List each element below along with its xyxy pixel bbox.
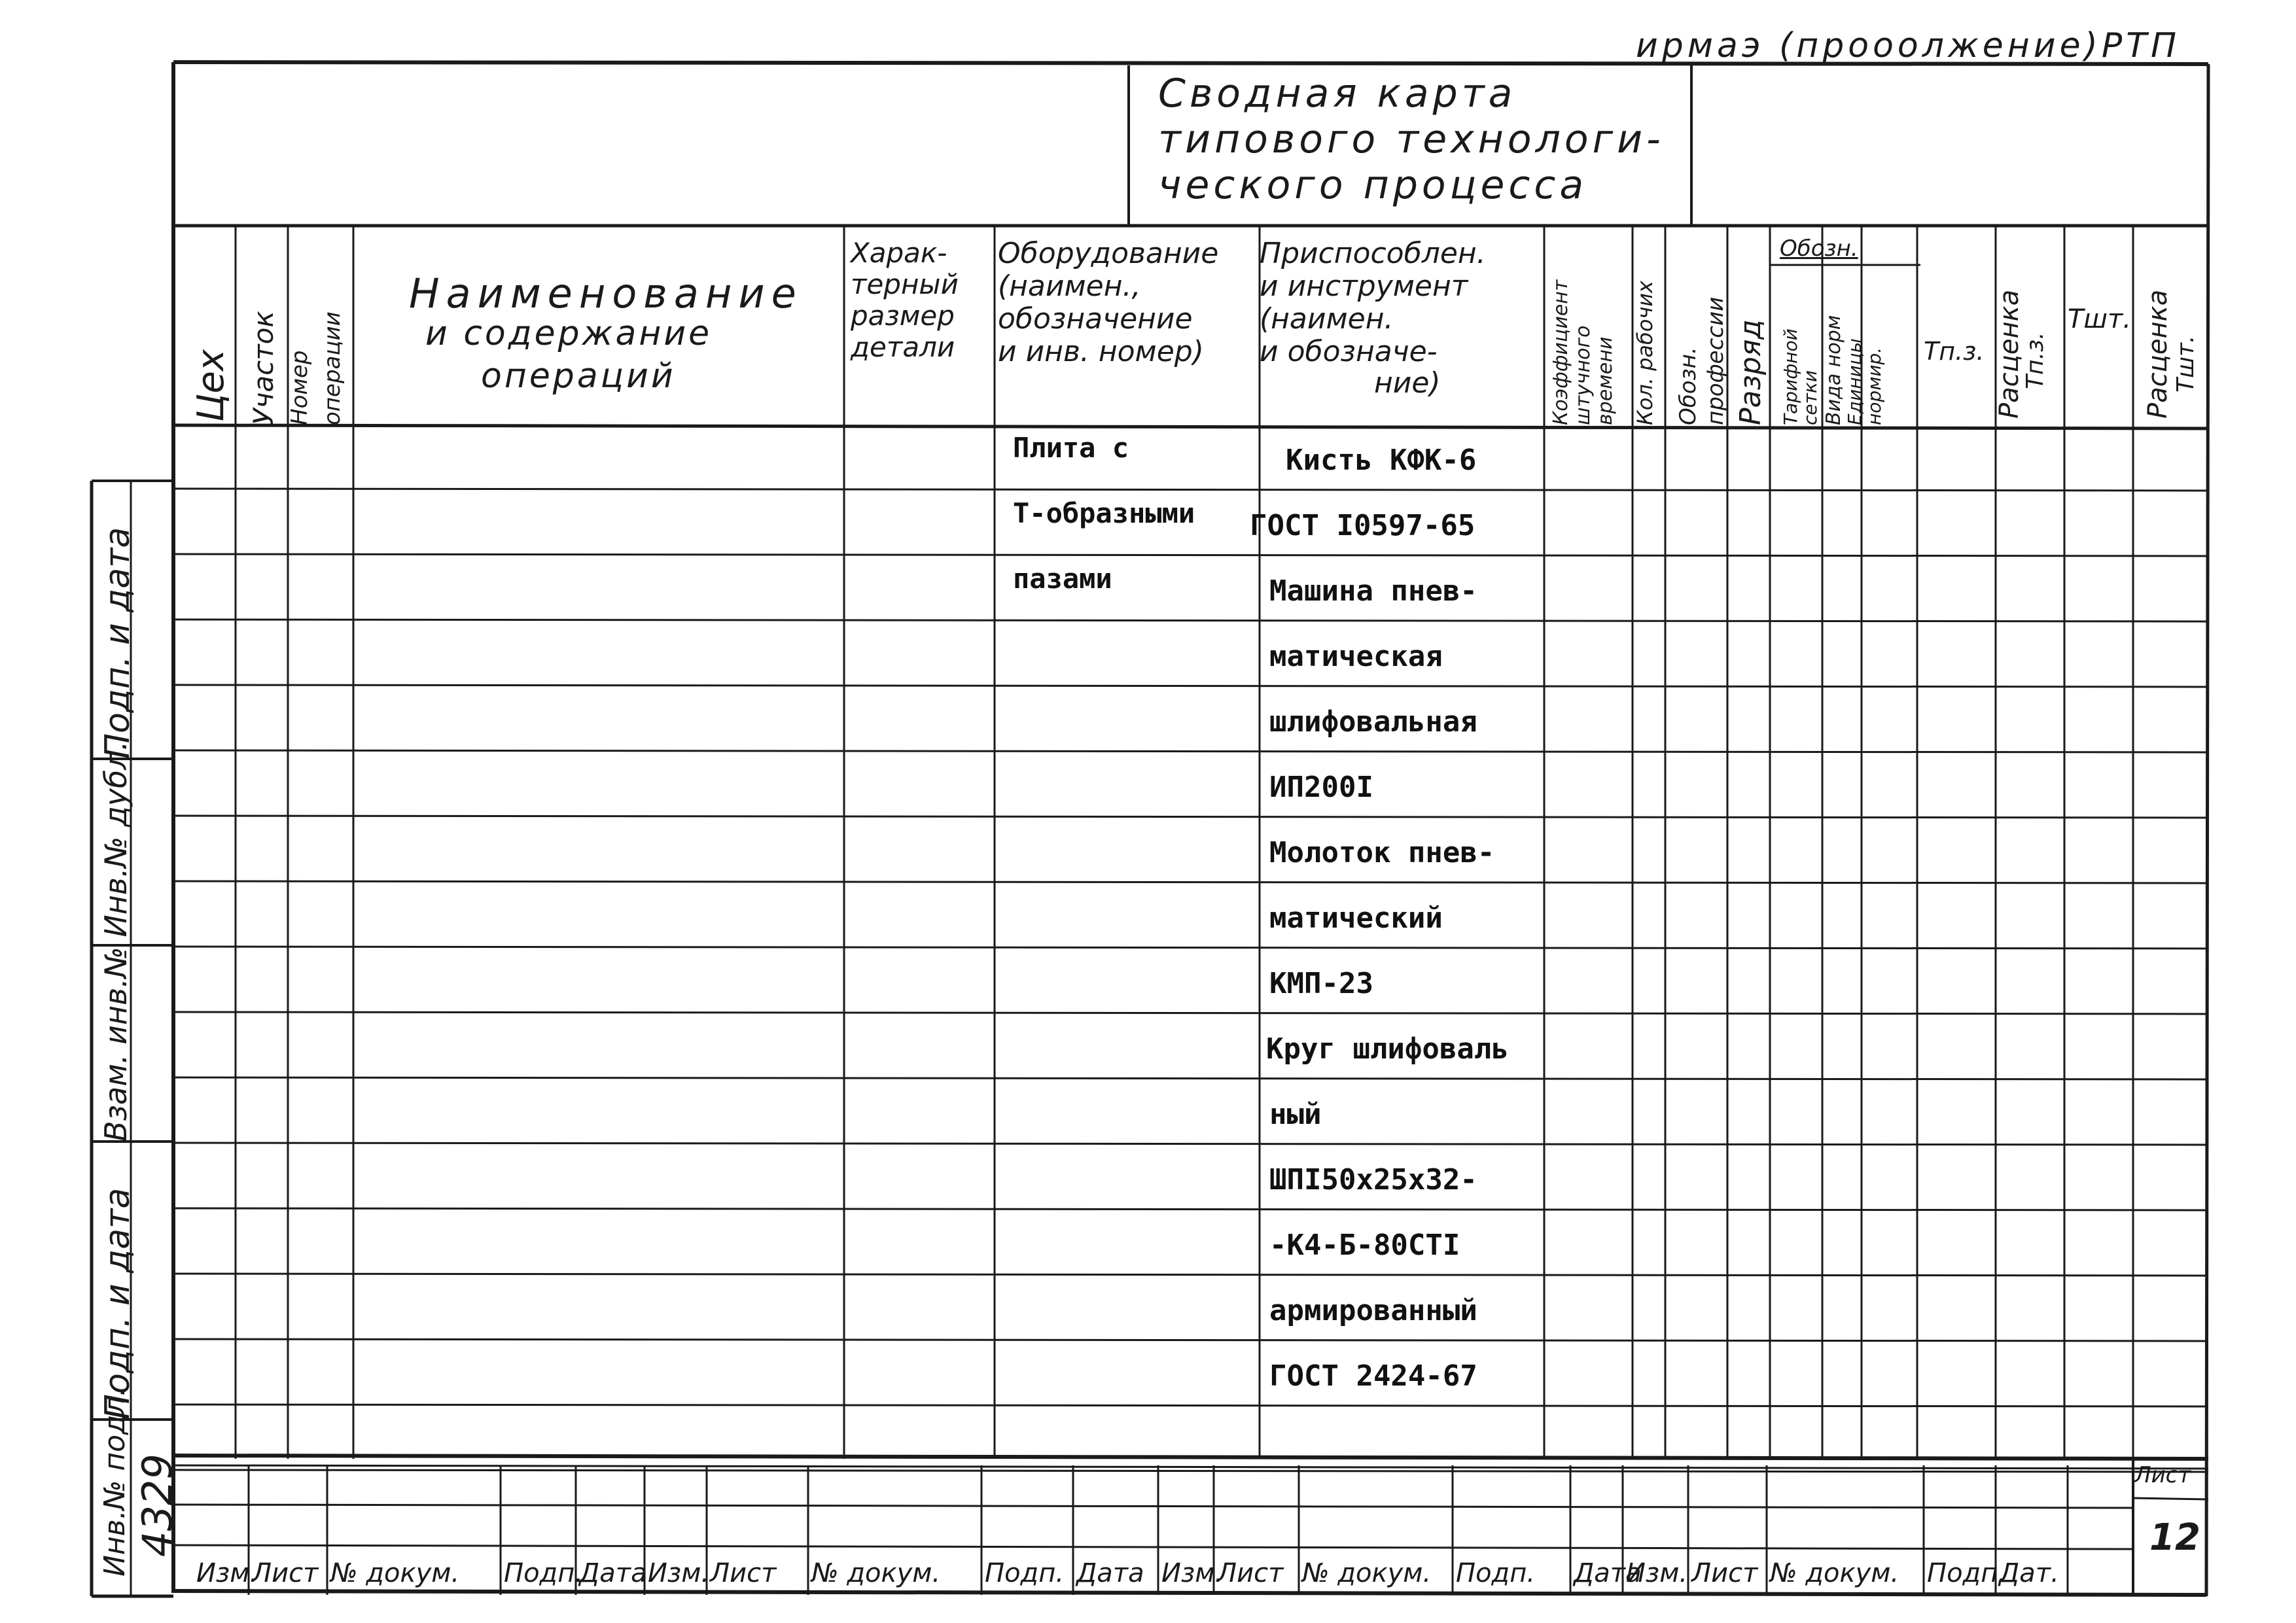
footer-label: Изм. [1626, 1558, 1688, 1588]
footer-label: Лист [1691, 1558, 1758, 1588]
instrument-line: ный [1269, 1098, 1322, 1131]
footer-label: № докум. [1770, 1558, 1899, 1588]
grid-line [173, 1465, 2208, 1469]
oborudovanie-line-3: пазами [1013, 563, 1112, 595]
col-naimenovanie-3: операций [481, 357, 676, 396]
col-razryad: Разряд [1734, 319, 1767, 425]
side-podp-data-1: Подп. и дата [98, 527, 137, 759]
col-oboz-group: Обозн. [1780, 236, 1858, 262]
instrument-line: матический [1269, 901, 1443, 935]
footer-label: № докум. [1302, 1558, 1432, 1588]
col-prisposoblenie-4: и обозначе- [1260, 335, 1438, 368]
grid-line [173, 1591, 2206, 1595]
grid-line [173, 1274, 2208, 1276]
grid-line [173, 554, 2208, 556]
col-nomer-operatsii-1: Номер [287, 350, 313, 425]
footer-label: Дата [579, 1558, 647, 1588]
col-rastsenka-tsht-1: Расценка [2143, 289, 2173, 419]
grid-line [173, 1208, 2208, 1210]
col-nomer-operatsii-2: операции [319, 311, 345, 425]
col-edinitsy-2: нормир. [1863, 347, 1885, 425]
footer-label: Дата [1076, 1558, 1144, 1588]
col-edinitsy-1: Единицы [1844, 338, 1865, 425]
instrument-line: Машина пнев- [1269, 574, 1477, 608]
col-prisposoblenie-3: (наимен. [1260, 302, 1394, 336]
col-koeff-3: времени [1594, 336, 1617, 425]
grid-line [173, 1505, 2133, 1508]
card-title-line-2: типового технологи- [1158, 116, 1665, 162]
footer-label: Лист [710, 1558, 777, 1588]
grid-line [2206, 64, 2208, 1596]
col-prisposoblenie-2: и инструмент [1260, 270, 1468, 303]
col-kharakter-1: Харак- [851, 237, 947, 269]
side-inv-number: 4329 [133, 1454, 181, 1557]
col-kharakter-2: терный [851, 268, 959, 300]
footer-label: Лист [1217, 1558, 1284, 1588]
col-koeff-2: штучного [1572, 325, 1595, 425]
col-oborudovanie-4: и инв. номер) [998, 335, 1204, 368]
col-rastsenka-tpz-1: Расценка [1994, 289, 2024, 419]
col-kol-rabochikh: Кол. рабочих [1633, 281, 1657, 425]
grid-line [173, 489, 2208, 491]
col-tarifnoy-1: Тарифной [1780, 328, 1801, 425]
grid-line [173, 1012, 2208, 1014]
grid-line [173, 750, 2208, 752]
grid-line [173, 1339, 2208, 1341]
col-prisposoblenie-5: ние) [1374, 366, 1441, 400]
instrument-line: шлифовальная [1269, 705, 1477, 739]
instrument-line: матическая [1269, 640, 1443, 673]
col-oboz-professii-1: Обозн. [1675, 347, 1701, 425]
col-tarifnoy-2: сетки [1799, 370, 1821, 425]
grid-line [173, 947, 2208, 949]
footer-label: Изм. [196, 1558, 258, 1588]
col-kharakter-3: размер [851, 300, 955, 332]
footer-label: Подп. [1456, 1558, 1536, 1588]
footer-label: № докум. [811, 1558, 941, 1588]
grid-line [173, 685, 2208, 687]
footer-label: Лист [252, 1558, 319, 1588]
footer-label: Изм. [1161, 1558, 1224, 1588]
grid-line [173, 1405, 2208, 1406]
instrument-line: ШПI50х25х32- [1269, 1163, 1477, 1196]
grid-line [173, 1456, 2208, 1459]
footer-label: Подп. [1927, 1558, 2007, 1588]
col-oborudovanie-3: обозначение [998, 302, 1193, 336]
form-header-note: ирмаэ (прооолжение)РТП [1636, 26, 2181, 65]
col-rastsenka-tpz-2: Тп.з. [2022, 332, 2049, 389]
card-title-line-3: ческого процесса [1158, 162, 1588, 208]
col-vida-norm: Вида норм [1822, 315, 1845, 425]
grid-line [173, 1143, 2208, 1145]
grid-line [173, 1077, 2208, 1079]
col-rastsenka-tsht-2: Тшт. [2172, 335, 2199, 393]
side-podp-data-2: Подп. и дата [98, 1187, 137, 1420]
col-oboz-professii-2: профессии [1703, 296, 1729, 425]
grid-line [173, 620, 2208, 621]
col-prisposoblenie-1: Приспособлен. [1260, 237, 1486, 270]
sheet-number: 12 [2149, 1516, 2200, 1559]
card-title-line-1: Сводная карта [1158, 71, 1517, 116]
col-kharakter-4: детали [851, 331, 955, 363]
col-naimenovanie-2: и содержание [425, 314, 713, 353]
footer-label: Подп. [985, 1558, 1065, 1588]
col-oborudovanie-1: Оборудование [998, 237, 1219, 270]
col-oborudovanie-2: (наимен., [998, 270, 1141, 303]
sheet-label: Лист [2134, 1462, 2191, 1488]
side-inv-no-podl: Инв.№ подл. [98, 1387, 132, 1577]
footer-label: № докум. [330, 1558, 460, 1588]
instrument-line: армированный [1269, 1294, 1477, 1327]
col-uchastok: Участок [247, 311, 279, 425]
instrument-line: ГОСТ 2424-67 [1269, 1359, 1477, 1393]
instrument-line: КМП-23 [1269, 967, 1373, 1000]
instrument-line: ГОСТ I0597-65 [1250, 509, 1475, 542]
oborudovanie-line-1: Плита с [1013, 432, 1129, 464]
instrument-line: Круг шлифоваль [1266, 1032, 1509, 1066]
col-tsekh: Цех [190, 349, 232, 422]
footer-label: Дата [1574, 1558, 1642, 1588]
side-vzam-inv: Взам. инв.№ Инв.№ дубл. [98, 741, 133, 1142]
col-koeff-1: Коэффициент [1549, 279, 1572, 425]
footer-label: Дат. [1999, 1558, 2059, 1588]
col-tpz: Тп.з. [1924, 337, 1985, 366]
grid-line [173, 881, 2208, 883]
grid-line [2133, 1498, 2208, 1499]
grid-line [173, 816, 2208, 818]
oborudovanie-line-2: Т-образными [1013, 497, 1195, 529]
col-naimenovanie-1: Наименование [409, 270, 803, 317]
footer-label: Подп. [504, 1558, 584, 1588]
instrument-line: ИП200I [1269, 771, 1373, 804]
col-tsht: Тшт. [2068, 304, 2132, 334]
footer-label: Изм. [648, 1558, 710, 1588]
grid-line [173, 1470, 2208, 1472]
grid-line [173, 425, 2208, 428]
instrument-line: -К4-Б-80СТI [1269, 1229, 1460, 1262]
instrument-line: Молоток пнев- [1269, 836, 1495, 869]
grid-line [173, 1545, 2133, 1549]
instrument-line: Кисть КФК-6 [1286, 444, 1477, 477]
